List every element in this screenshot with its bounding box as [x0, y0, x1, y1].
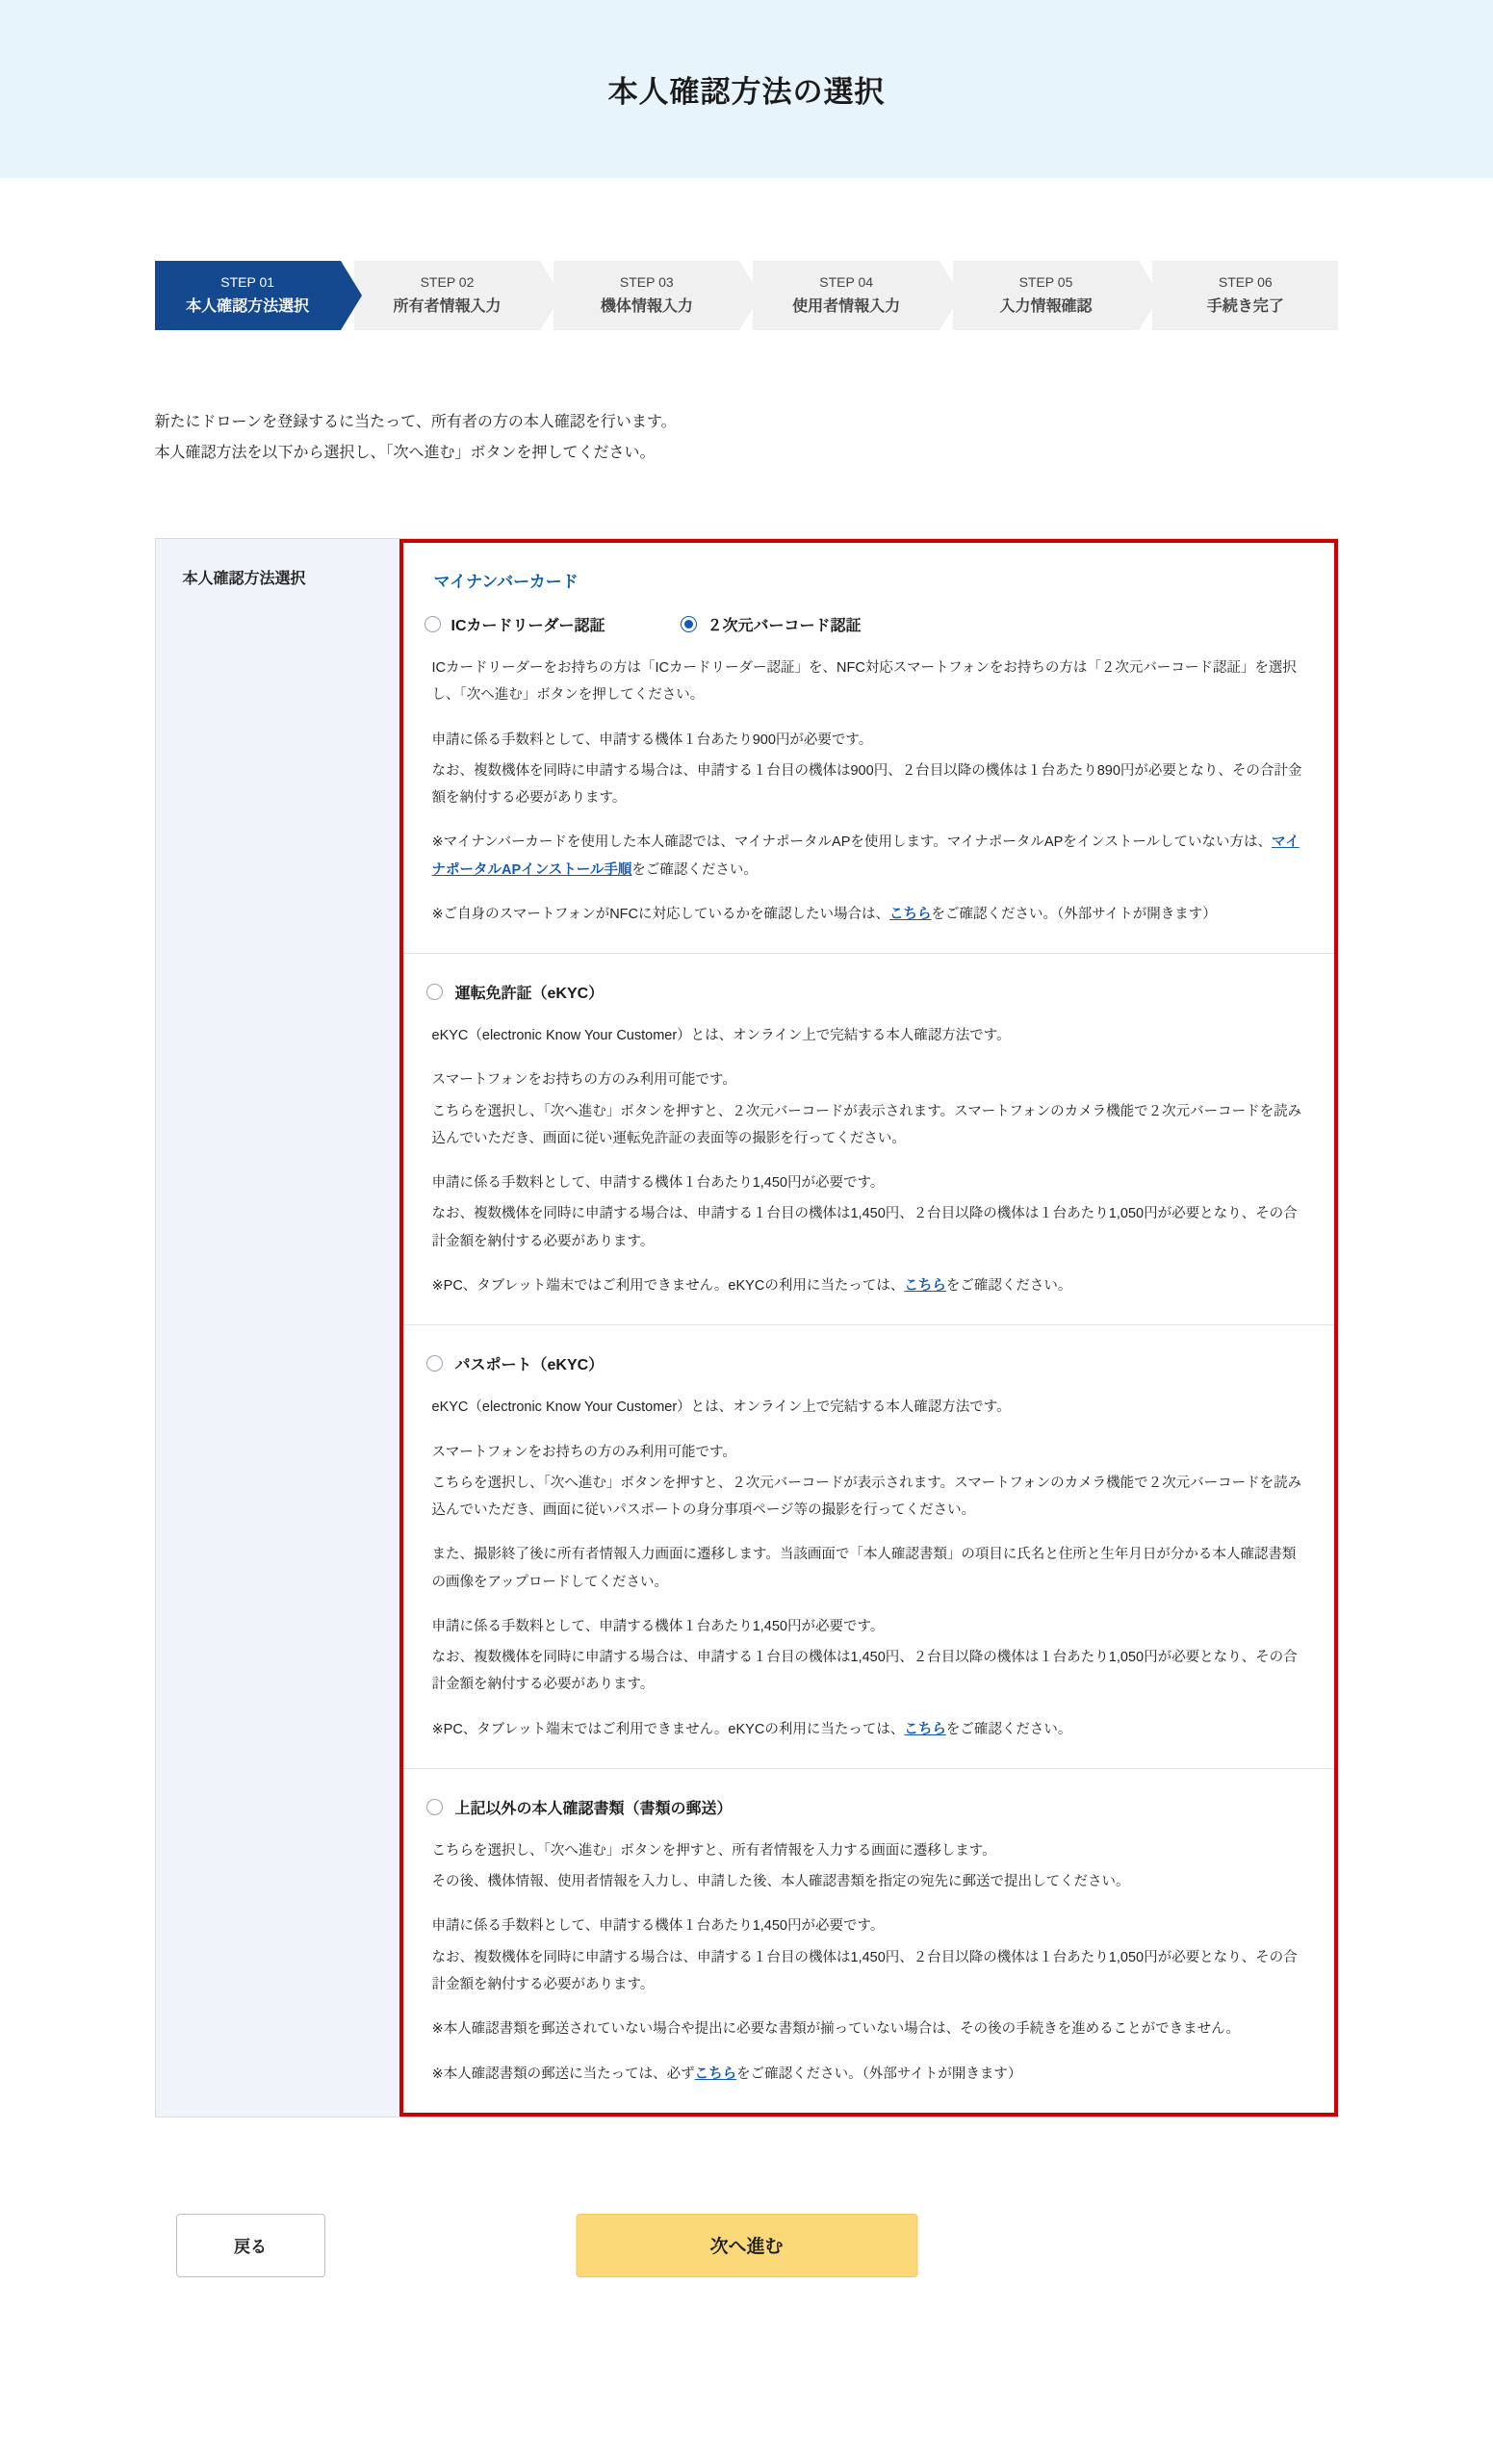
step-number: STEP 06: [1218, 274, 1273, 290]
radio-option-drivers-license[interactable]: [426, 981, 1305, 1003]
radio-icon-qr-code[interactable]: [681, 616, 697, 632]
step-item-5: [953, 261, 1139, 330]
nfc-note-suffix: をご確認ください。（外部サイトが開きます）: [931, 906, 1217, 922]
radio-option-ic-reader[interactable]: [425, 613, 605, 635]
step-item-1: [155, 261, 341, 330]
radio-option-mail-documents[interactable]: [426, 1796, 1305, 1818]
radio-icon-mail-documents[interactable]: [426, 1799, 443, 1815]
mail-paragraph-3: 申請に係る手数料として、申請する機体１台あたり1,450円が必要です。: [431, 1918, 885, 1935]
step-number: STEP 04: [819, 274, 874, 290]
radio-label-ic-reader: ICカードリーダー認証: [450, 618, 605, 634]
step-label: 所有者情報入力: [393, 298, 502, 315]
radio-option-qr-code[interactable]: [681, 613, 862, 635]
radio-icon-passport[interactable]: [426, 1355, 443, 1372]
radio-icon-drivers-license[interactable]: [426, 984, 443, 1000]
intro-text: [155, 407, 1339, 469]
radio-icon-ic-reader[interactable]: [425, 616, 441, 632]
intro-line-1: 新たにドローンを登録するに当たって、所有者の方の本人確認を行います。: [154, 414, 677, 430]
step-label: 使用者情報入力: [792, 298, 901, 315]
verification-method-form: [155, 538, 1339, 2118]
option-group-drivers-license: [403, 953, 1334, 1324]
mynumber-paragraph-5: [425, 901, 1305, 928]
step-number: STEP 01: [220, 274, 275, 290]
mail-paragraph-2: その後、機体情報、使用者情報を入力し、申請した後、本人確認書類を指定の宛先に郵送で提出してください。: [431, 1874, 1130, 1890]
option-group-passport: [403, 1324, 1334, 1768]
radio-label-mail-documents: 上記以外の本人確認書類（書類の郵送）: [454, 1800, 733, 1817]
passport-paragraph-4: また、撮影終了後に所有者情報入力画面に遷移します。当該画面で「本人確認書類」の項目に氏名と住所と生年月日が分かる本人確認書類の画像をアップロードしてください。: [431, 1547, 1297, 1590]
option-group-mail-documents: [403, 1768, 1334, 2113]
passport-paragraph-7: [425, 1716, 1305, 1743]
mynumber-paragraph-3: なお、複数機体を同時に申請する場合は、申請する１台目の機体は900円、２台目以降の機体は１台あたり890円が必要となり、その合計金額を納付する必要があります。: [431, 762, 1302, 807]
back-button[interactable]: 戻る: [176, 2214, 325, 2277]
license-note-prefix: ※PC、タブレット端末ではご利用できません。eKYCの利用に当たっては、: [431, 1277, 905, 1294]
nfc-note-prefix: ※ご自身のスマートフォンがNFCに対応しているかを確認したい場合は、: [431, 906, 889, 922]
passport-paragraph-6: なお、複数機体を同時に申請する場合は、申請する１台目の機体は1,450円、２台目以降の機体は１台あたり1,050円が必要となり、その合計金額を納付する必要があります。: [431, 1650, 1298, 1693]
page-header: [0, 0, 1493, 178]
progress-stepper: [155, 261, 1339, 330]
mail-paragraph-5: ※本人確認書類を郵送されていない場合や提出に必要な書類が揃っていない場合は、その後の手続きを進めることができません。: [431, 2021, 1241, 2038]
license-paragraph-2: スマートフォンをお持ちの方のみ利用可能です。: [431, 1072, 736, 1089]
step-label: 手続き完了: [1206, 298, 1284, 315]
mail-paragraph-6: [425, 2061, 1305, 2088]
license-paragraph-4: 申請に係る手数料として、申請する機体１台あたり1,450円が必要です。: [431, 1175, 885, 1192]
passport-note-prefix: ※PC、タブレット端末ではご利用できません。eKYCの利用に当たっては、: [431, 1721, 905, 1737]
step-label: 入力情報確認: [999, 298, 1093, 315]
mynumber-note-suffix: をご確認ください。: [631, 861, 758, 878]
footer-actions: [155, 2214, 1339, 2281]
mynumber-paragraph-2: 申請に係る手数料として、申請する機体１台あたり900円が必要です。: [431, 732, 873, 748]
license-ekyc-link[interactable]: こちら: [904, 1277, 946, 1294]
form-section-label: 本人確認方法選択: [156, 539, 399, 2117]
passport-paragraph-3: こちらを選択し、「次へ進む」ボタンを押すと、２次元バーコードが表示されます。スマートフォンのカメラ機能で２次元バーコードを読み込んでいただき、画面に従いパスポートの身分事項ページ等の撮影を行ってください。: [431, 1475, 1302, 1519]
mynumber-paragraph-4: [425, 829, 1305, 884]
mynaportal-install-link[interactable]: マイナポータルAPインストール手順: [431, 834, 1300, 878]
step-number: STEP 03: [619, 274, 674, 290]
radio-option-passport[interactable]: [426, 1352, 1305, 1374]
mail-note-suffix: をご確認ください。（外部サイトが開きます）: [736, 2066, 1022, 2082]
passport-paragraph-5: 申請に係る手数料として、申請する機体１台あたり1,450円が必要です。: [431, 1618, 885, 1634]
mail-paragraph-4: なお、複数機体を同時に申請する場合は、申請する１台目の機体は1,450円、２台目以降の機体は１台あたり1,050円が必要となり、その合計金額を納付する必要があります。: [431, 1949, 1298, 1992]
step-label: 本人確認方法選択: [186, 298, 310, 315]
mynumber-radio-row: [425, 613, 1305, 635]
next-button[interactable]: 次へ進む: [576, 2214, 917, 2277]
step-item-6: [1152, 261, 1338, 330]
step-item-2: [354, 261, 540, 330]
step-number: STEP 02: [420, 274, 475, 290]
radio-label-drivers-license: 運転免許証（eKYC）: [454, 986, 605, 1003]
license-note-suffix: をご確認ください。: [945, 1277, 1072, 1294]
verification-options-panel: [399, 539, 1338, 2117]
page-title: 本人確認方法の選択: [607, 75, 886, 109]
step-label: 機体情報入力: [600, 298, 693, 315]
step-item-4: [753, 261, 939, 330]
intro-line-2: 本人確認方法を以下から選択し、「次へ進む」ボタンを押してください。: [154, 445, 656, 461]
license-paragraph-5: なお、複数機体を同時に申請する場合は、申請する１台目の機体は1,450円、２台目以降の機体は１台あたり1,050円が必要となり、その合計金額を納付する必要があります。: [431, 1206, 1298, 1249]
license-paragraph-6: [425, 1272, 1305, 1299]
license-paragraph-1: eKYC（electronic Know Your Customer）とは、オンライン上で完結する本人確認方法です。: [431, 1028, 1011, 1044]
passport-paragraph-1: eKYC（electronic Know Your Customer）とは、オンライン上で完結する本人確認方法です。: [431, 1399, 1011, 1416]
mail-documents-link[interactable]: こちら: [694, 2066, 737, 2082]
passport-paragraph-2: スマートフォンをお持ちの方のみ利用可能です。: [431, 1444, 736, 1460]
passport-ekyc-link[interactable]: こちら: [904, 1721, 946, 1737]
mynumber-note-prefix: ※マイナンバーカードを使用した本人確認では、マイナポータルAPを使用します。マイナポータルAPをインストールしていない方は、: [431, 834, 1273, 851]
mail-note-prefix: ※本人確認書類の郵送に当たっては、必ず: [431, 2066, 695, 2082]
mynumber-paragraph-1: ICカードリーダーをお持ちの方は「ICカードリーダー認証」を、NFC対応スマートフォンをお持ちの方は「２次元バーコード認証」を選択し、「次へ進む」ボタンを押してください。: [431, 660, 1297, 704]
step-number: STEP 05: [1018, 274, 1073, 290]
mail-paragraph-1: こちらを選択し、「次へ進む」ボタンを押すと、所有者情報を入力する画面に遷移します。: [431, 1842, 996, 1859]
nfc-check-link[interactable]: こちら: [889, 906, 932, 922]
step-item-3: [553, 261, 739, 330]
radio-label-passport: パスポート（eKYC）: [454, 1357, 605, 1374]
passport-note-suffix: をご確認ください。: [945, 1721, 1072, 1737]
license-paragraph-3: こちらを選択し、「次へ進む」ボタンを押すと、２次元バーコードが表示されます。スマートフォンのカメラ機能で２次元バーコードを読み込んでいただき、画面に従い運転免許証の表面等の撮影を行ってください。: [431, 1103, 1302, 1146]
option-group-mynumber: [403, 543, 1334, 953]
mynumber-heading: マイナンバーカード: [433, 573, 579, 591]
radio-label-qr-code: ２次元バーコード認証: [707, 618, 862, 634]
